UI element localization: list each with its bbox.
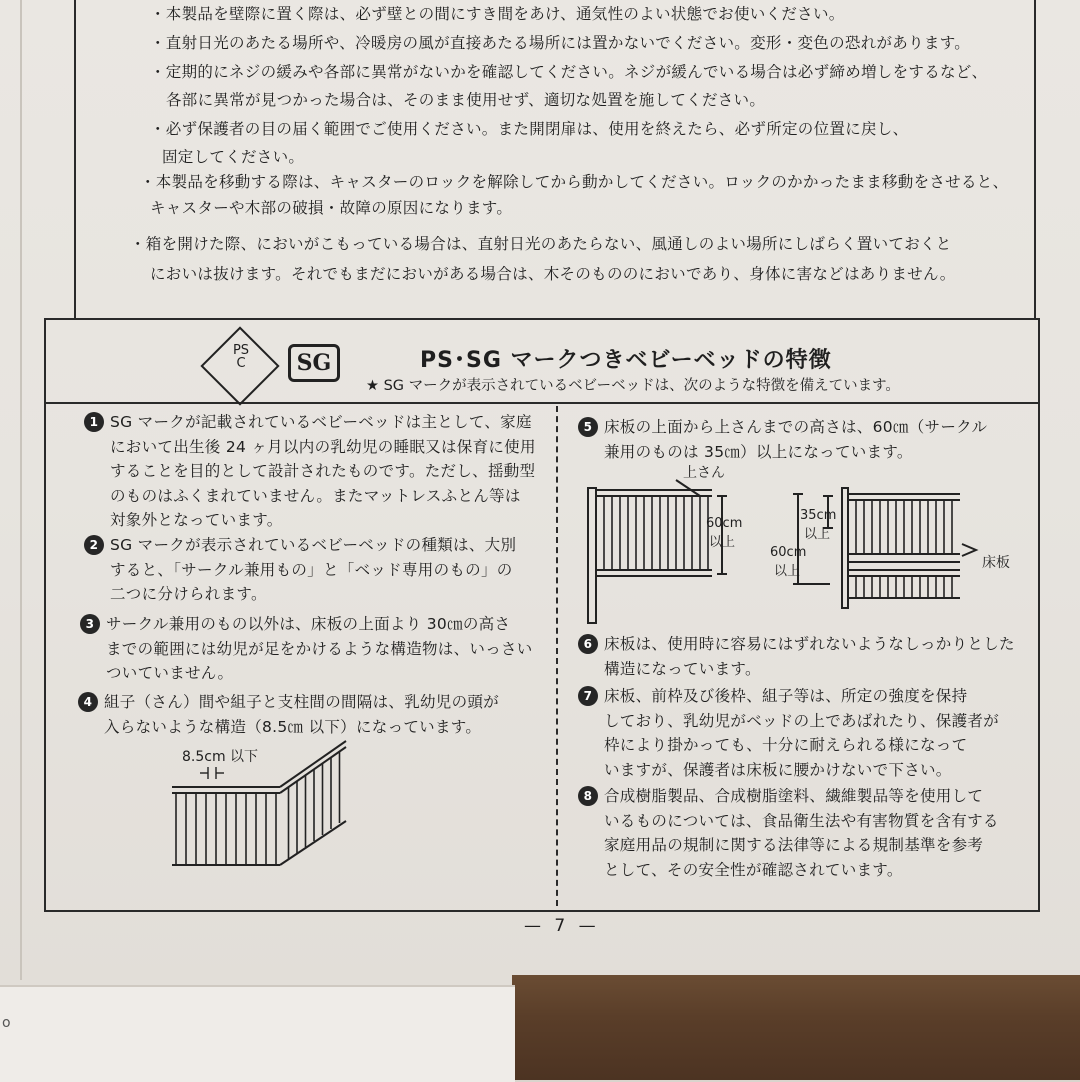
feature-line: 組子（さん）間や組子と支柱間の間隔は、乳幼児の頭が	[104, 693, 500, 711]
height-60b-sub-label: 以上	[774, 564, 801, 579]
height-60b-label: 60cm	[770, 545, 807, 560]
gap-label: 8.5cm 以下	[182, 749, 259, 765]
height-60-label: 60cm	[706, 516, 743, 531]
page-number: — 7 —	[524, 916, 600, 936]
feature-number-badge: 7	[578, 686, 598, 706]
feature-line: いますが、保護者は床板に腰かけないで下さい。	[604, 760, 952, 779]
sg-mark-icon: SG	[288, 344, 340, 382]
feature-line: 入らないような構造（8.5㎝ 以下）になっています。	[104, 717, 482, 736]
feature-line: することを目的として設計されたものです。ただし、揺動型	[110, 462, 536, 480]
feature-item	[583, 784, 999, 882]
feature-line: 床板、前枠及び後枠、組子等は、所定の強度を保持	[604, 687, 968, 705]
feature-line: として、その安全性が確認されています。	[604, 860, 903, 879]
caution-line: キャスターや木部の破損・故障の原因になります。	[150, 199, 513, 217]
feature-line: いるものについては、食品衛生法や有害物質を含有する	[604, 811, 999, 830]
feature-line: しており、乳幼児がベッドの上であばれたり、保護者が	[604, 711, 1000, 730]
feature-item	[89, 410, 536, 533]
feature-item	[583, 415, 988, 464]
header-separator	[44, 402, 1038, 404]
feature-number-badge: 2	[84, 535, 104, 555]
feature-line: 床板の上面から上さんまでの高さは、60㎝（サークル	[604, 418, 988, 436]
feature-line: 構造になっています。	[604, 659, 761, 678]
height-35-sub-label: 以上	[804, 527, 831, 542]
feature-line: 兼用のものは 35㎝）以上になっています。	[604, 442, 913, 461]
caution-line: ・必ず保護者の目の届く範囲でご使用ください。また開閉扉は、使用を終えたら、必ず所定の位置に戻し、	[150, 120, 909, 138]
feature-line: 合成樹脂製品、合成樹脂塗料、繊維製品等を使用して	[604, 787, 984, 805]
feature-line: 床板は、使用時に容易にはずれないようなしっかりとした	[604, 635, 1015, 653]
caution-line: ・定期的にネジの緩みや各部に異常がないかを確認してください。ネジが緩んでいる場合は必ず締め増しをするなど、	[150, 63, 988, 81]
feature-line: のものはふくまれていません。またマットレスふとん等は	[110, 486, 521, 505]
feature-number-badge: 4	[78, 692, 98, 712]
feature-line: において出生後 24 ヶ月以内の乳幼児の睡眠又は保育に使用	[110, 437, 536, 456]
feature-line: SG マークが記載されているベビーベッドは主として、家庭	[110, 413, 532, 431]
caution-line: ・本製品を移動する際は、キャスターのロックを解除してから動かしてください。ロックのかかったまま移動をさせると、	[140, 173, 1009, 191]
caution-line: ・箱を開けた際、においがこもっている場合は、直射日光のあたらない、風通しのよい場所にしばらく置いておくと	[130, 235, 952, 253]
feature-line: 家庭用品の規制に関する法律等による規制基準を参考	[604, 836, 984, 854]
feature-number-badge: 3	[80, 614, 100, 634]
feature-line: 枠により掛かっても、十分に耐えられる様になって	[604, 736, 968, 754]
height-35-label: 35cm	[800, 508, 837, 523]
feature-number-badge: 1	[84, 412, 104, 432]
feature-line: 対象外となっています。	[110, 511, 283, 529]
feature-line: 二つに分けられます。	[110, 585, 267, 603]
caution-line: 各部に異常が見つかった場合は、そのまま使用せず、適切な処置を施してください。	[166, 91, 766, 109]
caution-line: 固定してください。	[162, 148, 305, 166]
page-fold	[20, 0, 22, 980]
section-title: PS･SG マークつきベビーベッドの特徴	[420, 348, 832, 373]
caution-line: ・直射日光のあたる場所や、冷暖房の風が直接あたる場所には置かないでください。変形・変色の恐れがあります。	[150, 34, 971, 52]
section-subtitle: ★ SG マークが表示されているベビーベッドは、次のような特徴を備えています。	[366, 378, 900, 394]
feature-item	[583, 632, 1015, 681]
second-sheet	[0, 985, 515, 1082]
feature-item	[583, 684, 1000, 782]
feature-item	[83, 690, 500, 739]
column-divider	[556, 406, 558, 906]
feature-number-badge: 8	[578, 786, 598, 806]
feature-number-badge: 5	[578, 417, 598, 437]
feature-line: サークル兼用のもの以外は、床板の上面より 30㎝の高さ	[106, 615, 511, 633]
feature-line: SG マークが表示されているベビーベッドの種類は、大別	[110, 536, 517, 554]
feature-line: すると、「サークル兼用もの」と「ベッド専用のもの」の	[110, 560, 513, 579]
caution-line: においは抜けます。それでもまだにおいがある場合は、木そのもののにおいであり、身体に害などはありません。	[150, 265, 956, 283]
floorboard-label: 床板	[982, 555, 1010, 571]
feature-item	[89, 533, 517, 607]
caution-line: ・本製品を壁際に置く際は、必ず壁との間にすき間をあけ、通気性のよい状態でお使いください。	[150, 5, 845, 23]
psc-mark-text: PS C	[232, 343, 250, 371]
height-60-sub-label: 以上	[709, 535, 736, 550]
wooden-desk	[512, 975, 1080, 1080]
feature-line: ついていません。	[106, 664, 234, 682]
feature-number-badge: 6	[578, 634, 598, 654]
second-sheet-mark: o	[2, 1015, 11, 1031]
feature-item	[85, 612, 533, 686]
top-rail-label: 上さん	[683, 465, 725, 481]
feature-line: までの範囲には幼児が足をかけるような構造物は、いっさい	[106, 639, 533, 658]
